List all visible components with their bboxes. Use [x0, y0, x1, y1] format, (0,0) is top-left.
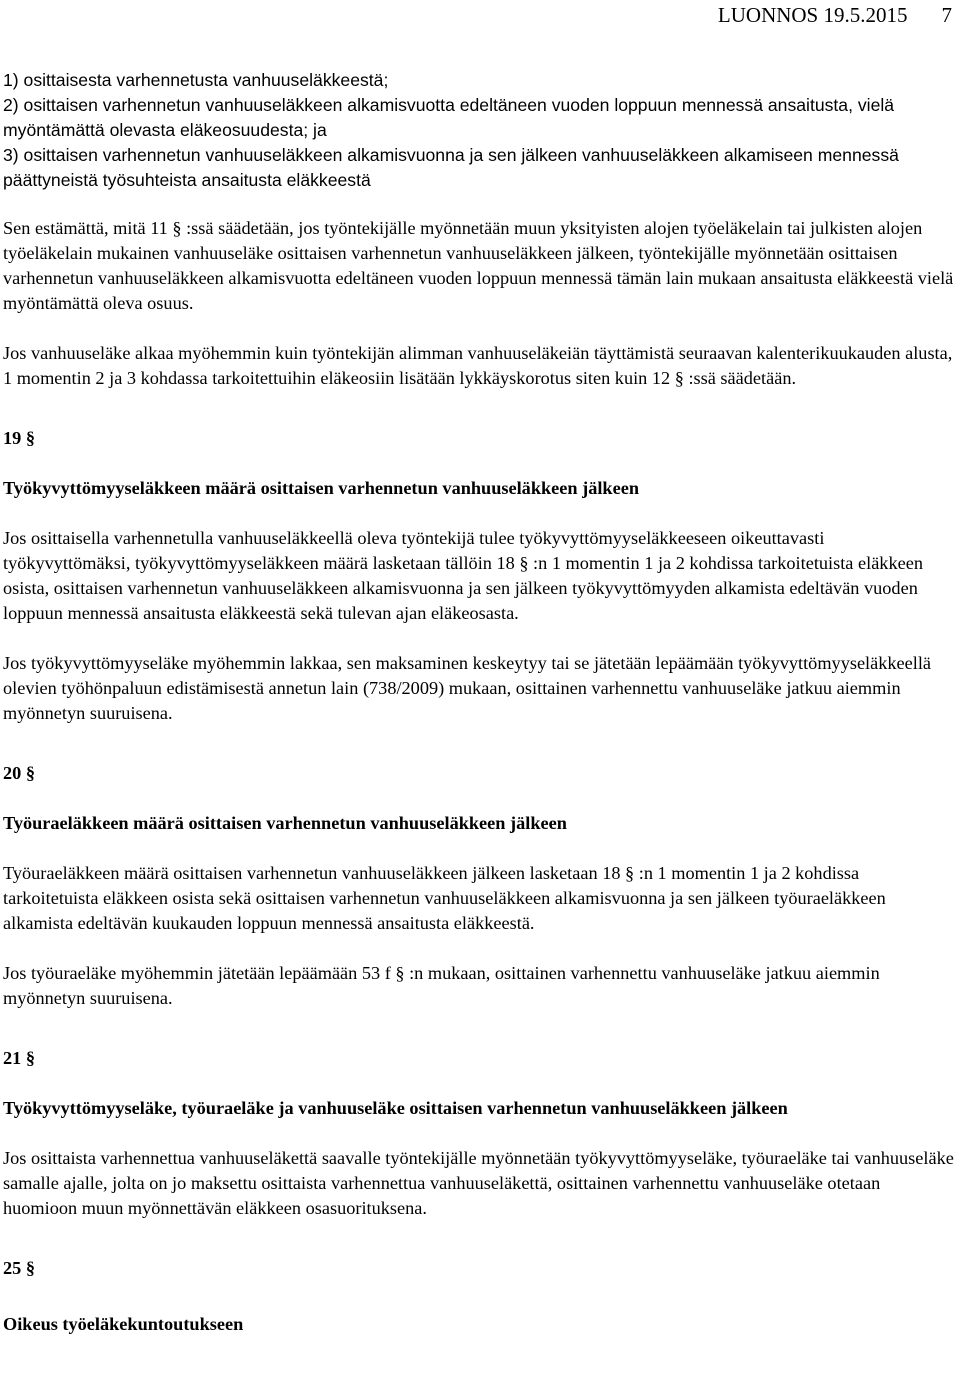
section-number: 19 § — [3, 428, 35, 448]
page-header — [718, 2, 952, 28]
list-item: 2) osittaisen varhennetun vanhuuseläkkeen alkamisvuotta edeltäneen vuoden loppuun mennessä ansaitusta, vielä myöntämättä olevasta eläkeosuudesta; ja — [3, 95, 895, 140]
section-19 — [3, 426, 955, 726]
list-item: 1) osittaisesta varhennetusta vanhuuseläkkeestä; — [3, 70, 389, 90]
section-symbol: § — [25, 428, 35, 448]
paragraph: Jos vanhuuseläke alkaa myöhemmin kuin työntekijän alimman vanhuuseläkeiän täyttämistä seuraavan kalenterikuukauden alusta, 1 momentin 2 ja 3 kohdassa tarkoitettuihin eläkeosiin lisätään lykkäyskorotus siten kuin 12 § :ssä säädetään. — [3, 343, 953, 388]
paragraph: Työuraeläkkeen määrä osittaisen varhennetun vanhuuseläkkeen jälkeen lasketaan 18 § :n 1 momentin 1 ja 2 kohdissa tarkoitetuista eläkkeen osista sekä osittaisen varhennetun vanhuuseläkkeen alkamisvuonna ja sen jälkeen työuraeläkkeen alkamista edeltävän kuukauden loppuun mennessä ansaitusta eläkkeestä. — [3, 863, 886, 933]
section-heading: Oikeus työeläkekuntoutukseen — [3, 1314, 244, 1334]
draft-label: LUONNOS 19.5.2015 — [717, 3, 908, 27]
paragraph: Jos työkyvyttömyyseläke myöhemmin lakkaa, sen maksaminen keskeytyy tai se jätetään lepäämään työkyvyttömyyseläkkeellä olevien työhönpaluun edistämisestä annetun lain (738/2009) mukaan, osittainen varhennettu vanhuuseläke jatkuu aiemmin myönnetyn suuruisena. — [3, 653, 932, 723]
paragraph: Jos osittaista varhennettua vanhuuseläkettä saavalle työntekijälle myönnetään työkyvyttömyyseläke, työuraeläke tai vanhuuseläke samalle ajalle, jolta on jo maksettu osittaista varhennettua vanhuuseläkettä, osittainen varhennettu vanhuuseläke otetaan huomioon muun myönnettävän eläkkeen osasuorituksena. — [3, 1148, 954, 1218]
section-20 — [3, 761, 955, 1011]
document-body — [3, 68, 955, 1337]
section-symbol: § — [25, 763, 35, 783]
section-heading: Työkyvyttömyyseläkkeen määrä osittaisen varhennetun vanhuuseläkkeen jälkeen — [3, 478, 639, 498]
section-number: 21 § — [3, 1048, 35, 1068]
list-item: 3) osittaisen varhennetun vanhuuseläkkeen alkamisvuonna ja sen jälkeen vanhuuseläkkeen alkamiseen mennessä päättyneistä työsuhteista ansaitusta eläkkeestä — [3, 145, 899, 190]
numbered-list — [3, 68, 955, 193]
section-25 — [3, 1256, 955, 1337]
section-symbol: § — [25, 1258, 35, 1278]
paragraph: Jos työuraeläke myöhemmin jätetään lepäämään 53 f § :n mukaan, osittainen varhennettu vanhuuseläke jatkuu aiemmin myönnetyn suuruisena. — [3, 963, 880, 1008]
section-21 — [3, 1046, 955, 1221]
section-heading: Työuraeläkkeen määrä osittaisen varhennetun vanhuuseläkkeen jälkeen — [3, 813, 567, 833]
paragraph: Sen estämättä, mitä 11 § :ssä säädetään, jos työntekijälle myönnetään muun yksityisten alojen työeläkelain tai julkisten alojen työeläkelain mukainen vanhuuseläke osittaisen varhennetun vanhuuseläkkeen jälkeen, työntekijälle myönnetään osittaisen varhennetun vanhuuseläkkeen alkamisvuotta edeltäneen vuoden loppuun mennessä tämän lain mukaan ansaitusta eläkkeestä vielä myöntämättä oleva osuus. — [3, 218, 954, 313]
section-number: 20 § — [3, 763, 35, 783]
page-number: 7 — [941, 3, 952, 27]
section-heading: Työkyvyttömyyseläke, työuraeläke ja vanhuuseläke osittaisen varhennetun vanhuuseläkkeen jälkeen — [3, 1098, 788, 1118]
section-number: 25 § — [3, 1258, 35, 1278]
paragraph: Jos osittaisella varhennetulla vanhuuseläkkeellä oleva työntekijä tulee työkyvyttömyyseläkkeeseen oikeuttavasti työkyvyttömäksi, työkyvyttömyyseläkkeen määrä lasketaan tällöin 18 § :n 1 momentin 1 ja 2 kohdissa tarkoitetuista eläkkeen osista, osittaisen varhennetun vanhuuseläkkeen alkamisvuonna ja sen jälkeen työkyvyttömyyden alkamista edeltävän vuoden loppuun mennessä ansaitusta eläkkeestä sekä tulevan ajan eläkeosasta. — [3, 528, 923, 623]
section-symbol: § — [25, 1048, 35, 1068]
